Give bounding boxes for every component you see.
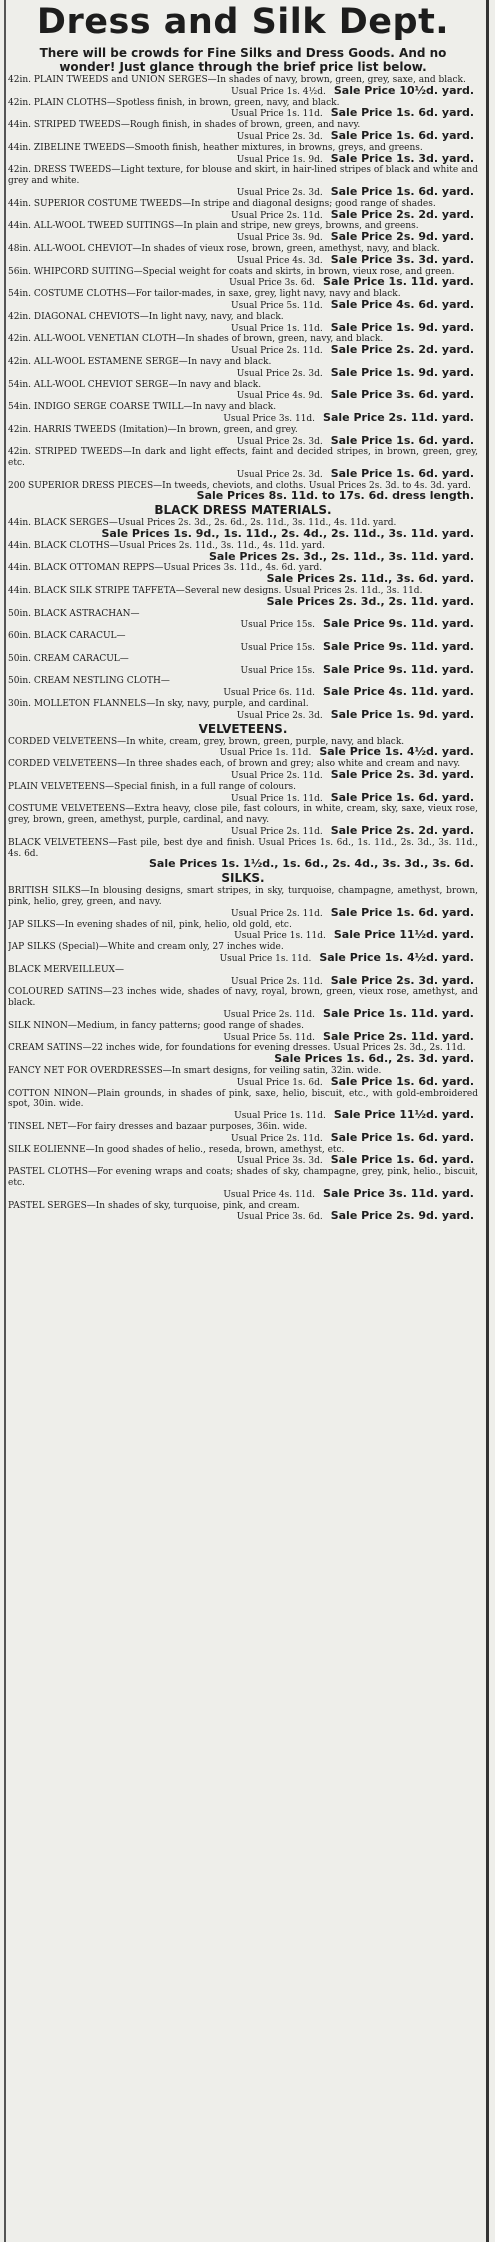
- list-item: [8, 334, 478, 357]
- list-item: [8, 98, 478, 121]
- usual-price: Usual Price 4s. 9d.: [236, 391, 323, 402]
- item-description: 42in. PLAIN TWEEDS and UNION SERGES—In shades of navy, brown, green, grey, saxe, and black.: [8, 75, 466, 85]
- item-description: 42in. PLAIN CLOTHS—Spotless finish, in brown, green, navy, and black.: [8, 97, 340, 108]
- list-item: [8, 143, 478, 166]
- list-item: [8, 447, 478, 480]
- item-description: 44in. ZIBELINE TWEEDS—Smooth finish, heather mixtures, in browns, greys, and greens.: [8, 142, 423, 153]
- sale-price: Sale Price 1s. 3d. yard.: [330, 151, 474, 165]
- list-item: [8, 481, 478, 504]
- price-line: [8, 1211, 478, 1223]
- item-description: 44in. BLACK CLOTHS—Usual Prices 2s. 11d., 3s. 11d., 4s. 11d. yard.: [8, 540, 325, 551]
- usual-price: Usual Price 1s. 11d.: [219, 748, 312, 759]
- velveteens-list: [8, 737, 478, 872]
- price-line: [8, 642, 478, 654]
- list-item: [8, 380, 478, 403]
- item-description: 42in. STRIPED TWEEDS—In dark and light effects, faint and decided stripes, in brown, green, grey, etc.: [8, 447, 478, 469]
- list-item: [8, 244, 478, 267]
- price-line: [8, 905, 478, 920]
- price-line: [8, 83, 478, 98]
- list-item: [8, 965, 478, 988]
- usual-price: Usual Price 1s. 11d.: [230, 109, 323, 120]
- sale-price: Sale Price 2s. 2d. yard.: [330, 207, 474, 221]
- usual-price: Usual Price 2s. 3d.: [236, 131, 323, 142]
- price-line: [8, 747, 478, 759]
- price-line: [8, 707, 478, 722]
- sale-price: Sale Price 1s. 4½d. yard.: [319, 950, 474, 964]
- price-line: [8, 826, 478, 838]
- price-line: [8, 297, 478, 312]
- sale-price: Sale Price 2s. 11d. yard.: [323, 410, 474, 424]
- item-description: PASTEL CLOTHS—For evening wraps and coats; shades of sky, champagne, grey, pink, helio., biscuit, etc.: [8, 1167, 478, 1188]
- item-description: 42in. ALL-WOOL ESTAMENE SERGE—In navy and black.: [8, 356, 272, 367]
- list-item: [8, 631, 478, 654]
- price-line: [8, 184, 478, 199]
- section-heading-silks: SILKS.: [221, 871, 265, 886]
- intro-text: There will be crowds for Fine Silks and Dress Goods. And no wonder! Just glance through the brief price list below.: [39, 46, 447, 74]
- price-line: [8, 128, 478, 143]
- price-line: [8, 770, 478, 782]
- item-description: SILK EOLIENNE—In good shades of helio., reseda, brown, amethyst, etc.: [8, 1144, 345, 1155]
- sale-price: Sale Price 1s. 6d. yard.: [330, 1074, 474, 1088]
- sale-price: Sale Price 11½d. yard.: [333, 928, 474, 942]
- usual-price: Usual Price 2s. 3d.: [236, 368, 323, 379]
- list-item: [8, 782, 478, 805]
- usual-price: Usual Price 2s. 11d.: [223, 1009, 316, 1020]
- item-description: 42in. HARRIS TWEEDS (Imitation)—In brown, green, and grey.: [8, 424, 298, 435]
- usual-price: Usual Price 3s. 3d.: [236, 1156, 323, 1167]
- sale-price: Sale Price 1s. 9d. yard.: [330, 365, 474, 379]
- price-line: [8, 529, 478, 541]
- sale-price: Sale Prices 1s. 9d., 1s. 11d., 2s. 4d., 2s. 11d., 3s. 11d. yard.: [101, 527, 474, 541]
- sale-price: Sale Price 1s. 6d. yard.: [330, 1130, 474, 1144]
- item-description: 50in. BLACK ASTRACHAN—: [8, 608, 140, 619]
- sale-price: Sale Price 1s. 6d. yard.: [330, 1153, 474, 1167]
- price-line: [8, 207, 478, 222]
- list-item: [8, 699, 478, 722]
- list-item: [8, 1066, 478, 1089]
- item-description: TINSEL NET—For fairy dresses and bazaar purposes, 36in. wide.: [8, 1121, 308, 1132]
- list-item: [8, 759, 478, 782]
- price-line: [8, 252, 478, 267]
- price-line: [8, 491, 478, 503]
- list-item: [8, 120, 478, 143]
- sale-price: Sale Prices 8s. 11d. to 17s. 6d. dress length.: [196, 489, 474, 503]
- sale-price: Sale Price 2s. 3d. yard.: [330, 768, 474, 782]
- usual-price: Usual Price 4s. 3d.: [236, 255, 323, 266]
- price-line: [8, 1074, 478, 1089]
- usual-price: Usual Price 1s. 11d.: [230, 793, 323, 804]
- item-description: BRITISH SILKS—In blousing designs, smart stripes, in sky, turquoise, champagne, amethyst, brown, pink, helio, grey, green, and navy.: [8, 886, 478, 907]
- usual-price: Usual Price 1s. 4½d.: [231, 86, 326, 97]
- price-line: [8, 320, 478, 335]
- sale-price: Sale Price 3s. 3d. yard.: [330, 252, 474, 266]
- list-item: [8, 1201, 478, 1224]
- price-line: [8, 1130, 478, 1145]
- list-item: [8, 804, 478, 837]
- silks-list: [8, 886, 478, 1223]
- section-heading-velveteens: VELVETEENS.: [198, 721, 288, 736]
- item-description: COTTON NINON—Plain grounds, in shades of pink, saxe, helio, biscuit, etc., with gold-embroidered spot, 30in. wide.: [8, 1088, 478, 1110]
- list-item: [8, 312, 478, 335]
- item-description: 42in. ALL-WOOL VENETIAN CLOTH—In shades of brown, green, navy, and black.: [8, 334, 384, 345]
- usual-price: Usual Price 5s. 11d.: [230, 300, 323, 311]
- item-description: CREAM SATINS—22 inches wide, for foundations for evening dresses. Usual Prices 2s. 3d., 2s. 11d.: [8, 1043, 466, 1054]
- list-item: [8, 920, 478, 943]
- list-item: [8, 402, 478, 425]
- sale-price: Sale Price 9s. 11d. yard.: [323, 617, 474, 631]
- item-description: 44in. BLACK OTTOMAN REPPS—Usual Prices 3s. 11d., 4s. 6d. yard.: [8, 563, 323, 574]
- sale-price: Sale Price 1s. 4½d. yard.: [319, 745, 474, 759]
- sale-price: Sale Price 4s. 6d. yard.: [330, 297, 474, 311]
- list-item: [8, 289, 478, 312]
- sale-price: Sale Price 1s. 11d. yard.: [323, 1006, 474, 1020]
- item-description: 42in. DIAGONAL CHEVIOTS—In light navy, navy, and black.: [8, 311, 284, 322]
- item-description: 42in. DRESS TWEEDS—Light texture, for blouse and skirt, in hair-lined stripes of black and white and grey and white.: [8, 165, 478, 187]
- usual-price: Usual Price 2s. 11d.: [230, 908, 323, 919]
- item-description: 44in. STRIPED TWEEDS—Rough finish, in shades of brown, green, and navy.: [8, 120, 361, 131]
- item-description: 48in. ALL-WOOL CHEVIOT—In shades of vieux rose, brown, green, amethyst, navy, and black.: [8, 243, 440, 254]
- sale-price: Sale Prices 2s. 3d., 2s. 11d. yard.: [266, 594, 474, 608]
- sale-price: Sale Price 11½d. yard.: [333, 1108, 474, 1122]
- list-item: [8, 563, 478, 586]
- sale-price: Sale Price 10½d. yard.: [333, 83, 474, 97]
- list-item: [8, 199, 478, 222]
- sale-price: Sale Price 4s. 11d. yard.: [323, 685, 474, 699]
- price-line: [8, 466, 478, 481]
- sale-price: Sale Price 1s. 6d. yard.: [330, 184, 474, 198]
- usual-price: Usual Price 3s. 6d.: [229, 278, 316, 289]
- price-line: [8, 930, 478, 942]
- price-line: [8, 108, 478, 120]
- list-item: [8, 737, 478, 760]
- usual-price: Usual Price 2s. 11d.: [230, 210, 323, 221]
- item-description: COSTUME VELVETEENS—Extra heavy, close pile, fast colours, in white, cream, sky, saxe, vieux rose, grey, brown, green, amethyst, purple, cardinal, and navy.: [8, 804, 478, 826]
- list-item: [8, 221, 478, 244]
- usual-price: Usual Price 5s. 11d.: [223, 1032, 316, 1043]
- sale-price: Sale Price 1s. 6d. yard.: [330, 790, 474, 804]
- item-description: JAP SILKS (Special)—White and cream only, 27 inches wide.: [8, 942, 284, 953]
- item-description: 54in. COSTUME CLOTHS—For tailor-mades, in saxe, grey, light navy, navy and black.: [8, 289, 401, 300]
- list-item: [8, 987, 478, 1020]
- column-rule-right: [486, 0, 489, 2242]
- sale-price: Sale Prices 1s. 6d., 2s. 3d. yard.: [274, 1052, 474, 1066]
- item-description: 50in. CREAM CARACUL—: [8, 653, 129, 664]
- usual-price: Usual Price 3s. 11d.: [223, 413, 316, 424]
- sale-price: Sale Prices 2s. 3d., 2s. 11d., 3s. 11d. yard.: [209, 549, 474, 563]
- usual-price: Usual Price 15s.: [240, 620, 316, 631]
- price-line: [8, 410, 478, 425]
- usual-price: Usual Price 2s. 3d.: [236, 436, 323, 447]
- sale-price: Sale Price 1s. 6d. yard.: [330, 905, 474, 919]
- list-item: [8, 1043, 478, 1066]
- item-description: 54in. INDIGO SERGE COARSE TWILL—In navy and black.: [8, 402, 277, 413]
- price-line: [8, 594, 478, 609]
- price-line: [8, 973, 478, 988]
- price-line: [8, 1054, 478, 1066]
- list-item: [8, 425, 478, 448]
- price-line: [8, 950, 478, 965]
- usual-price: Usual Price 1s. 6d.: [236, 1077, 323, 1088]
- item-description: PASTEL SERGES—In shades of sky, turquoise, pink, and cream.: [8, 1200, 300, 1211]
- price-line: [8, 549, 478, 564]
- sale-price: Sale Price 2s. 2d. yard.: [330, 343, 474, 357]
- item-description: JAP SILKS—In evening shades of nil, pink, helio, old gold, etc.: [8, 919, 292, 930]
- item-description: 44in. BLACK SERGES—Usual Prices 2s. 3d., 2s. 6d., 2s. 11d., 3s. 11d., 4s. 11d. yard.: [8, 518, 397, 529]
- usual-price: Usual Price 1s. 11d.: [230, 323, 323, 334]
- list-item: [8, 267, 478, 290]
- sale-price: Sale Price 1s. 11d. yard.: [323, 275, 474, 289]
- sale-price: Sale Price 2s. 11d. yard.: [323, 1029, 474, 1043]
- item-description: BLACK MERVEILLEUX—: [8, 964, 124, 975]
- item-description: CORDED VELVETEENS—In white, cream, grey, brown, green, purple, navy, and black.: [8, 736, 405, 747]
- item-description: FANCY NET FOR OVERDRESSES—In smart designs, for veiling satin, 32in. wide.: [8, 1065, 382, 1076]
- price-line: [8, 1155, 478, 1167]
- sale-price: Sale Price 1s. 6d. yard.: [330, 466, 474, 480]
- price-line: [8, 662, 478, 677]
- item-description: BLACK VELVETEENS—Fast pile, best dye and finish. Usual Prices 1s. 6d., 1s. 11d., 2s. 3d., 3s. 11d., 4s. 6d.: [8, 837, 478, 859]
- item-description: COLOURED SATINS—23 inches wide, shades of navy, royal, brown, green, vieux rose, amethyst, and black.: [8, 987, 478, 1009]
- list-item: [8, 518, 478, 541]
- usual-price: Usual Price 1s. 11d.: [219, 953, 312, 964]
- list-item: [8, 1145, 478, 1168]
- price-line: [8, 1110, 478, 1122]
- price-line: [8, 345, 478, 357]
- price-line: [8, 151, 478, 166]
- price-line: [8, 687, 478, 699]
- item-description: 200 SUPERIOR DRESS PIECES—In tweeds, cheviots, and cloths. Usual Prices 2s. 3d. to 4s. 3d. yard.: [8, 480, 471, 491]
- price-line: [8, 790, 478, 805]
- list-item: [8, 1122, 478, 1145]
- list-item: [8, 609, 478, 632]
- column-rule-left: [4, 0, 6, 2242]
- list-item: [8, 165, 478, 198]
- item-description: CORDED VELVETEENS—In three shades each, of brown and grey; also white and cream and navy.: [8, 759, 461, 770]
- sale-price: Sale Price 2s. 9d. yard.: [330, 1209, 474, 1223]
- list-item: [8, 75, 478, 98]
- list-item: [8, 838, 478, 871]
- price-line: [8, 232, 478, 244]
- item-description: PLAIN VELVETEENS—Special finish, in a full range of colours.: [8, 781, 297, 792]
- price-line: [8, 574, 478, 586]
- sale-price: Sale Prices 1s. 1½d., 1s. 6d., 2s. 4d., 3s. 3d., 3s. 6d.: [148, 857, 474, 871]
- item-description: 44in. ALL-WOOL TWEED SUITINGS—In plain and stripe, new greys, browns, and greens.: [8, 221, 419, 232]
- usual-price: Usual Price 2s. 11d.: [230, 346, 323, 357]
- list-item: [8, 1167, 478, 1200]
- list-item: [8, 676, 478, 699]
- list-item: [8, 1021, 478, 1044]
- price-line: [8, 1186, 478, 1201]
- usual-price: Usual Price 6s. 11d.: [223, 688, 316, 699]
- item-description: 44in. BLACK SILK STRIPE TAFFETA—Several new designs. Usual Prices 2s. 11d., 3s. 11d.: [8, 586, 423, 597]
- sale-price: Sale Price 3s. 11d. yard.: [323, 1186, 474, 1200]
- usual-price: Usual Price 2s. 3d.: [236, 710, 323, 721]
- usual-price: Usual Price 2s. 11d.: [230, 771, 323, 782]
- price-line: [8, 365, 478, 380]
- usual-price: Usual Price 1s. 11d.: [234, 931, 326, 942]
- price-line: [8, 619, 478, 631]
- list-item: [8, 541, 478, 564]
- list-item: [8, 586, 478, 609]
- price-line: [8, 390, 478, 402]
- sale-price: Sale Price 1s. 9d. yard.: [330, 707, 474, 721]
- usual-price: Usual Price 15s.: [240, 665, 316, 676]
- price-line: [8, 1006, 478, 1021]
- price-line: [8, 433, 478, 448]
- page-title: Dress and Silk Dept.: [36, 2, 450, 42]
- sale-price: Sale Prices 2s. 11d., 3s. 6d. yard.: [266, 572, 474, 586]
- usual-price: Usual Price 15s.: [240, 643, 316, 654]
- black-materials-list: [8, 518, 478, 721]
- item-description: SILK NINON—Medium, in fancy patterns; good range of shades.: [8, 1020, 304, 1031]
- section-heading-black: BLACK DRESS MATERIALS.: [154, 503, 332, 518]
- sale-price: Sale Price 3s. 6d. yard.: [330, 388, 474, 402]
- list-item: [8, 1089, 478, 1122]
- sale-price: Sale Price 1s. 6d. yard.: [330, 106, 474, 120]
- usual-price: Usual Price 2s. 3d.: [236, 187, 323, 198]
- item-description: 50in. CREAM NESTLING CLOTH—: [8, 676, 170, 687]
- sale-price: Sale Price 1s. 6d. yard.: [330, 128, 474, 142]
- usual-price: Usual Price 3s. 9d.: [236, 233, 323, 244]
- usual-price: Usual Price 1s. 11d.: [234, 1111, 326, 1122]
- sale-price: Sale Price 1s. 9d. yard.: [330, 320, 474, 334]
- sale-price: Sale Price 1s. 6d. yard.: [330, 433, 474, 447]
- price-line: [8, 859, 478, 871]
- usual-price: Usual Price 2s. 11d.: [230, 976, 323, 987]
- usual-price: Usual Price 1s. 9d.: [236, 154, 323, 165]
- list-item: [8, 357, 478, 380]
- usual-price: Usual Price 2s. 3d.: [236, 469, 323, 480]
- item-description: 30in. MOLLETON FLANNELS—In sky, navy, purple, and cardinal.: [8, 699, 309, 710]
- list-item: [8, 942, 478, 965]
- usual-price: Usual Price 2s. 11d.: [230, 1133, 323, 1144]
- sale-price: Sale Price 2s. 3d. yard.: [330, 973, 474, 987]
- usual-price: Usual Price 4s. 11d.: [223, 1189, 316, 1200]
- usual-price: Usual Price 2s. 11d.: [230, 827, 323, 837]
- dress-goods-list: [8, 75, 478, 503]
- item-description: 54in. ALL-WOOL CHEVIOT SERGE—In navy and black.: [8, 379, 262, 390]
- list-item: [8, 654, 478, 677]
- sale-price: Sale Price 2s. 9d. yard.: [330, 230, 474, 244]
- item-description: 44in. SUPERIOR COSTUME TWEEDS—In stripe and diagonal designs; good range of shades.: [8, 198, 436, 209]
- price-line: [8, 277, 478, 289]
- list-item: [8, 886, 478, 919]
- price-line: [8, 1029, 478, 1044]
- sale-price: Sale Price 9s. 11d. yard.: [323, 662, 474, 676]
- item-description: 56in. WHIPCORD SUITING—Special weight for coats and skirts, in brown, vieux rose, and green.: [8, 266, 455, 277]
- advertisement-column: [8, 0, 478, 2242]
- sale-price: Sale Price 2s. 2d. yard.: [330, 824, 474, 837]
- sale-price: Sale Price 9s. 11d. yard.: [323, 640, 474, 654]
- usual-price: Usual Price 3s. 6d.: [236, 1212, 323, 1223]
- item-description: 60in. BLACK CARACUL—: [8, 631, 126, 642]
